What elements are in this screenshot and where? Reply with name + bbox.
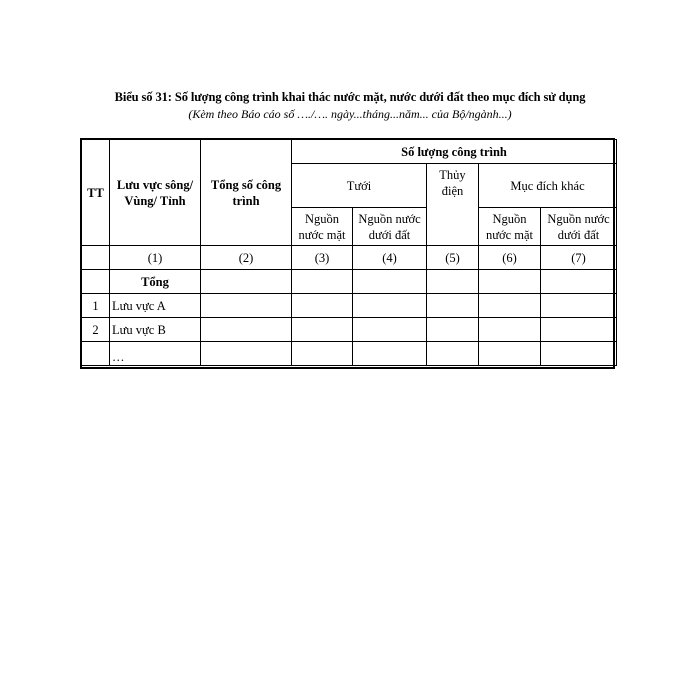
col-number: (7) (541, 246, 617, 270)
table-cell (541, 294, 617, 318)
table-cell (353, 294, 427, 318)
table-row (82, 342, 617, 366)
header-hydropower: Thủy điện (427, 164, 479, 246)
table-cell (479, 342, 541, 366)
table-cell (479, 318, 541, 342)
col-number-blank (82, 246, 110, 270)
table-cell (201, 318, 292, 342)
header-total: Tổng số công trình (201, 140, 292, 246)
table-cell (292, 318, 353, 342)
table-cell (479, 294, 541, 318)
header-irrigation-ground: Nguồn nước dưới đất (353, 208, 427, 246)
table-cell (541, 270, 617, 294)
table-cell (292, 294, 353, 318)
table-cell (292, 270, 353, 294)
header-other-ground: Nguồn nước dưới đất (541, 208, 617, 246)
table-cell (427, 270, 479, 294)
table-cell (541, 318, 617, 342)
table-cell (353, 342, 427, 366)
header-other-surface: Nguồn nước mặt (479, 208, 541, 246)
row-tt (82, 270, 110, 294)
row-tt: 1 (82, 294, 110, 318)
table-cell (427, 318, 479, 342)
col-number: (4) (353, 246, 427, 270)
table-cell (427, 294, 479, 318)
row-name-ellipsis: … (110, 342, 201, 366)
table-cell (292, 342, 353, 366)
header-other: Mục đích khác (479, 164, 617, 208)
row-tt (82, 342, 110, 366)
col-number: (1) (110, 246, 201, 270)
form-subtitle: (Kèm theo Báo cáo số …./…. ngày...tháng...năm... của Bộ/ngành...) (188, 107, 512, 121)
header-count-group: Số lượng công trình (292, 140, 617, 164)
table-cell (201, 270, 292, 294)
header-irrigation-surface: Nguồn nước mặt (292, 208, 353, 246)
table-cell (353, 318, 427, 342)
header-irrigation: Tưới (292, 164, 427, 208)
table-row (82, 294, 617, 318)
col-number: (3) (292, 246, 353, 270)
col-number: (2) (201, 246, 292, 270)
header-tt: TT (82, 140, 110, 246)
table-cell (479, 270, 541, 294)
row-name-total: Tổng (110, 270, 201, 294)
table-row (82, 318, 617, 342)
row-name: Lưu vực B (110, 318, 201, 342)
table-cell (541, 342, 617, 366)
col-number: (6) (479, 246, 541, 270)
table-row (82, 270, 617, 294)
table-cell (201, 342, 292, 366)
form-title: Biểu số 31: Số lượng công trình khai thác nước mặt, nước dưới đất theo mục đích sử dụng (114, 90, 586, 104)
col-number: (5) (427, 246, 479, 270)
report-table (81, 139, 617, 366)
row-name: Lưu vực A (110, 294, 201, 318)
header-basin: Lưu vực sông/ Vùng/ Tỉnh (110, 140, 201, 246)
table-cell (201, 294, 292, 318)
table-cell (353, 270, 427, 294)
table-cell (427, 342, 479, 366)
row-tt: 2 (82, 318, 110, 342)
